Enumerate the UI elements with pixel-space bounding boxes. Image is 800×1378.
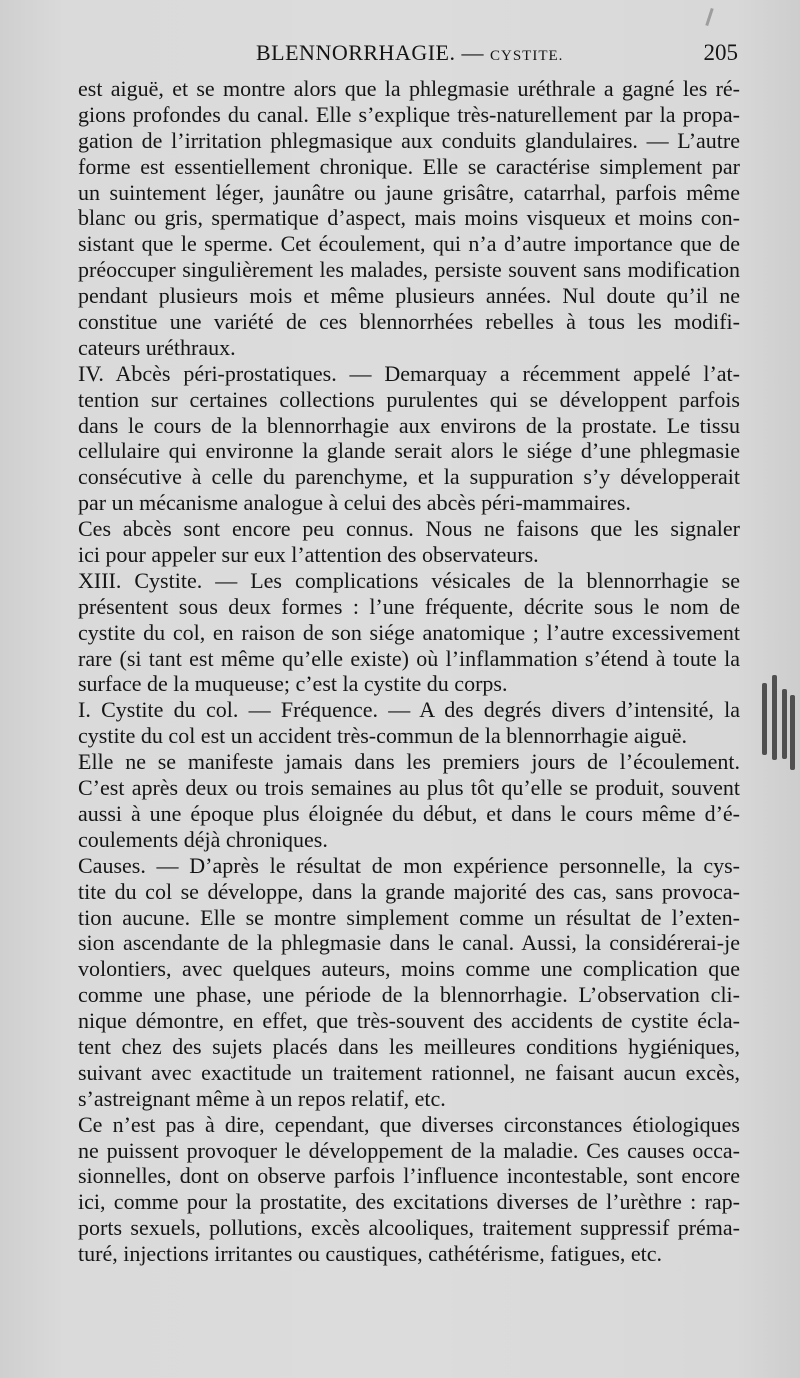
text-line: sion ascendante de la phlegmasie dans le canal. Aussi, la considérerai-je [78,930,740,956]
paragraph [78,361,740,516]
text-line: cateurs uréthraux. [78,334,236,360]
scan-mark [705,8,713,26]
text-line: suivant avec exactitude un traitement rationnel, ne faisant aucun excès, [78,1059,740,1085]
running-head-sub: CYSTITE. [490,48,564,64]
paragraph [78,76,740,361]
text-line: ici pour appeler sur eux l’attention des observateurs. [78,542,539,568]
text-line: cystite du col, en raison de son siége anatomique ; l’autre excessivement [78,619,740,645]
text-line: cellulaire qui environne la glande serait alors le siége d’une phlegmasie [78,438,740,464]
text-line: aussi à une époque plus éloignée du début, et dans le cours même d’é- [78,800,740,826]
running-head [256,40,563,66]
text-line: coulements déjà chroniques. [78,826,328,852]
text-line: gions profondes du canal. Elle s’explique très-naturellement par la propa- [78,101,740,127]
text-line: tent chez des sujets placés dans les meilleures conditions hygiéniques, [78,1033,740,1059]
paragraph [78,749,740,853]
text-line: présentent sous deux formes : l’une fréquente, décrite sous le nom de [78,593,740,619]
text-line: cystite du col est un accident très-commun de la blennorrhagie aiguë. [78,723,688,749]
text-line: est aiguë, et se montre alors que la phlegmasie uréthrale a gagné les ré- [78,76,740,101]
text-line: comme une phase, une période de la blennorrhagie. L’observation cli- [78,982,740,1008]
running-head-main: BLENNORRHAGIE. — [256,40,490,65]
text-line: blanc ou gris, spermatique d’aspect, mais moins visqueux et moins con- [78,205,740,231]
text-line: IV. Abcès péri-prostatiques. — Demarquay a récemment appelé l’at- [78,360,740,386]
text-line: constitue une variété de ces blennorrhées rebelles à tous les modifi- [78,309,740,335]
text-line: ici, comme pour la prostatite, des excitations diverses de l’urèthre : rap- [78,1189,740,1215]
text-line: turé, injections irritantes ou caustiques, cathétérisme, fatigues, etc. [78,1241,663,1267]
body-text [78,76,740,1267]
text-line: sistant que le sperme. Cet écoulement, qui n’a d’autre importance que de [78,231,740,257]
text-line: C’est après deux ou trois semaines au plus tôt qu’elle se produit, souvent [78,775,740,801]
text-line: sionnelles, dont on observe parfois l’influence incontestable, sont encore [78,1163,740,1189]
page-header [78,38,740,72]
paragraph [78,516,740,568]
text-line: rare (si tant est même qu’elle existe) où l’inflammation s’étend à toute la [78,645,740,671]
text-line: ne puissent provoquer le développement de la maladie. Ces causes occa- [78,1137,740,1163]
paragraph [78,568,740,697]
text-line: surface de la muqueuse; c’est la cystite du corps. [78,671,508,697]
text-line: Elle ne se manifeste jamais dans les premiers jours de l’écoulement. [78,749,740,775]
text-line: XIII. Cystite. — Les complications vésicales de la blennorrhagie se [78,567,740,593]
text-line: Ces abcès sont encore peu connus. Nous ne faisons que les signaler [78,516,740,542]
text-line: forme est essentiellement chronique. Elle se caractérise simplement par [78,153,740,179]
text-line: volontiers, avec quelques auteurs, moins comme une complication que [78,956,740,982]
text-line: tention sur certaines collections purulentes qui se développent parfois [78,386,740,412]
text-line: Ce n’est pas à dire, cependant, que diverses circonstances étiologiques [78,1111,740,1137]
text-line: nique démontre, en effet, que très-souvent des accidents de cystite écla- [78,1008,740,1034]
paragraph [78,1112,740,1267]
text-line: Causes. — D’après le résultat de mon expérience personnelle, la cys- [78,852,740,878]
text-line: ports sexuels, pollutions, excès alcooliques, traitement suppressif préma- [78,1215,740,1241]
paragraph [78,697,740,749]
text-line: préoccuper singulièrement les malades, persiste souvent sans modification [78,257,740,283]
margin-ink-mark [760,675,796,770]
text-line: tion aucune. Elle se montre simplement comme un résultat de l’exten- [78,904,740,930]
text-line: gation de l’irritation phlegmasique aux conduits glandulaires. — L’autre [78,127,740,153]
text-line: pendant plusieurs mois et même plusieurs années. Nul doute qu’il ne [78,283,740,309]
text-line: par un mécanisme analogue à celui des abcès péri-mammaires. [78,490,631,516]
text-line: consécutive à celle du parenchyme, et la suppuration s’y développerait [78,464,740,490]
paragraph [78,853,740,1112]
text-line: tite du col se développe, dans la grande majorité des cas, sans provoca- [78,878,740,904]
text-line: s’astreignant même à un repos relatif, etc. [78,1085,446,1111]
text-line: un suintement léger, jaunâtre ou jaune grisâtre, catarrhal, parfois même [78,179,740,205]
text-line: I. Cystite du col. — Fréquence. — A des degrés divers d’intensité, la [78,697,740,723]
text-line: dans le cours de la blennorrhagie aux environs de la prostate. Le tissu [78,412,740,438]
page-number: 205 [703,40,738,65]
